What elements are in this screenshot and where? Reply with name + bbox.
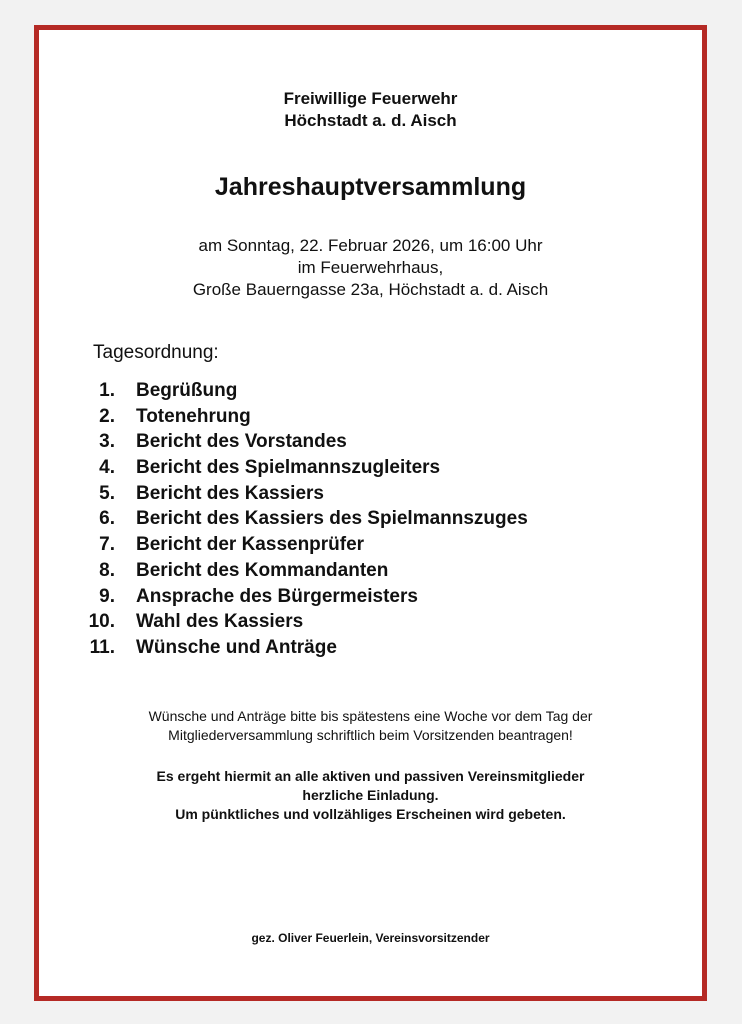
red-border-frame <box>34 25 707 1001</box>
agenda-item <box>69 635 528 661</box>
meeting-date-time: am Sonntag, 22. Februar 2026, um 16:00 Uhr <box>198 236 543 255</box>
agenda-item-text: Bericht des Kommandanten <box>136 559 389 581</box>
document-title: Jahreshauptversammlung <box>214 173 527 201</box>
agenda-item <box>69 584 528 610</box>
agenda-heading: Tagesordnung: <box>93 342 219 363</box>
agenda-item-text: Begrüßung <box>136 380 238 401</box>
agenda-item <box>69 506 528 532</box>
meeting-address: Große Bauerngasse 23a, Höchstadt a. d. Aisch <box>192 280 549 299</box>
agenda-item-text: Bericht des Kassiers des Spielmannszuges <box>136 508 528 530</box>
invitation-line: herzliche Einladung. <box>302 787 439 803</box>
agenda-item-text: Bericht des Vorstandes <box>136 431 347 453</box>
organization-header <box>39 88 702 132</box>
agenda-list <box>69 378 528 661</box>
agenda-item <box>69 429 528 455</box>
agenda-item <box>69 404 528 430</box>
agenda-item-number: 7. <box>99 534 115 556</box>
agenda-item-text: Wahl des Kassiers <box>136 611 304 633</box>
invitation-text <box>39 767 702 824</box>
agenda-item <box>69 609 528 635</box>
agenda-item-number: 2. <box>99 405 115 427</box>
submission-note-line: Wünsche und Anträge bitte bis spätestens eine Woche vor dem Tag der <box>148 708 593 724</box>
agenda-item-number: 1. <box>99 380 115 401</box>
agenda-item-number: 10. <box>88 611 115 633</box>
agenda-item-text: Wünsche und Anträge <box>136 636 337 658</box>
organization-name: Freiwillige Feuerwehr <box>283 89 458 108</box>
agenda-item-number: 8. <box>99 559 115 581</box>
submission-note <box>39 707 702 745</box>
agenda-item <box>69 455 528 481</box>
agenda-item-number: 3. <box>99 431 115 453</box>
invitation-line: Um pünktliches und vollzähliges Erscheinen wird gebeten. <box>175 806 566 822</box>
invitation-line: Es ergeht hiermit an alle aktiven und passiven Vereinsmitglieder <box>156 768 585 784</box>
agenda-item-text: Ansprache des Bürgermeisters <box>136 585 418 607</box>
agenda-item-number: 5. <box>99 482 115 504</box>
agenda-item-number: 6. <box>99 508 115 530</box>
agenda-item <box>69 378 528 404</box>
submission-note-line: Mitgliederversammlung schriftlich beim Vorsitzenden beantragen! <box>168 727 573 743</box>
agenda-item <box>69 532 528 558</box>
organization-location: Höchstadt a. d. Aisch <box>284 111 457 130</box>
agenda-item-number: 4. <box>99 457 115 479</box>
agenda-item <box>69 558 528 584</box>
agenda-item-number: 9. <box>99 585 115 607</box>
agenda-item-text: Bericht des Spielmannszugleiters <box>136 457 441 479</box>
meeting-details <box>39 235 702 301</box>
agenda-item <box>69 481 528 507</box>
agenda-item-text: Bericht der Kassenprüfer <box>136 534 365 556</box>
agenda-item-text: Totenehrung <box>136 405 251 427</box>
meeting-venue: im Feuerwehrhaus, <box>297 258 444 277</box>
signature-line: gez. Oliver Feuerlein, Vereinsvorsitzender <box>251 931 490 945</box>
agenda-item-number: 11. <box>89 636 115 658</box>
agenda-item-text: Bericht des Kassiers <box>136 482 324 504</box>
